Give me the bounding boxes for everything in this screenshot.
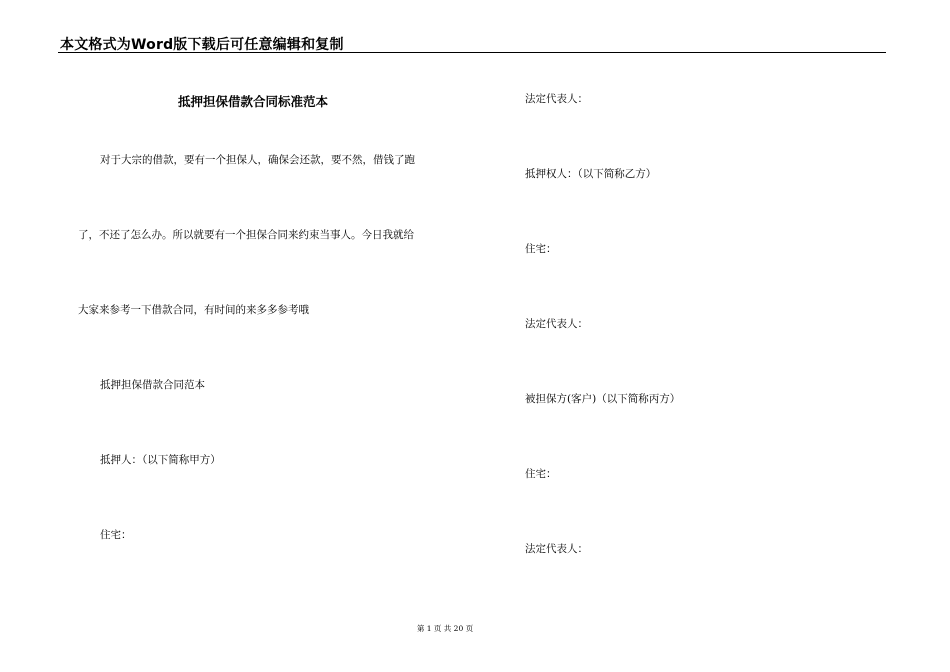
right-paragraph-1: 法定代表人：	[525, 93, 588, 105]
left-paragraph-1: 对于大宗的借款，要有一个担保人，确保会还款，要不然，借钱了跑	[100, 154, 415, 166]
right-paragraph-3: 住宅：	[525, 243, 557, 255]
left-paragraph-5: 抵押人：（以下简称甲方）	[100, 454, 221, 466]
right-paragraph-5: 被担保方(客户)（以下简称丙方）	[525, 393, 681, 405]
header-rule	[58, 52, 886, 53]
page-number: 第 1 页 共 20 页	[416, 624, 474, 633]
left-paragraph-6: 住宅：	[100, 529, 132, 541]
right-paragraph-2: 抵押权人：（以下简称乙方）	[525, 168, 657, 180]
left-paragraph-3: 大家来参考一下借款合同，有时间的来多多参考哦	[78, 304, 309, 316]
document-title: 抵押担保借款合同标准范本	[178, 94, 329, 109]
left-paragraph-2: 了，不还了怎么办。所以就要有一个担保合同来约束当事人。今日我就给	[78, 229, 414, 241]
right-paragraph-6: 住宅：	[525, 468, 557, 480]
right-paragraph-4: 法定代表人：	[525, 318, 588, 330]
right-paragraph-7: 法定代表人：	[525, 543, 588, 555]
header-banner: 本文格式为Word版下载后可任意编辑和复制	[60, 37, 344, 53]
left-paragraph-4: 抵押担保借款合同范本	[100, 379, 205, 391]
